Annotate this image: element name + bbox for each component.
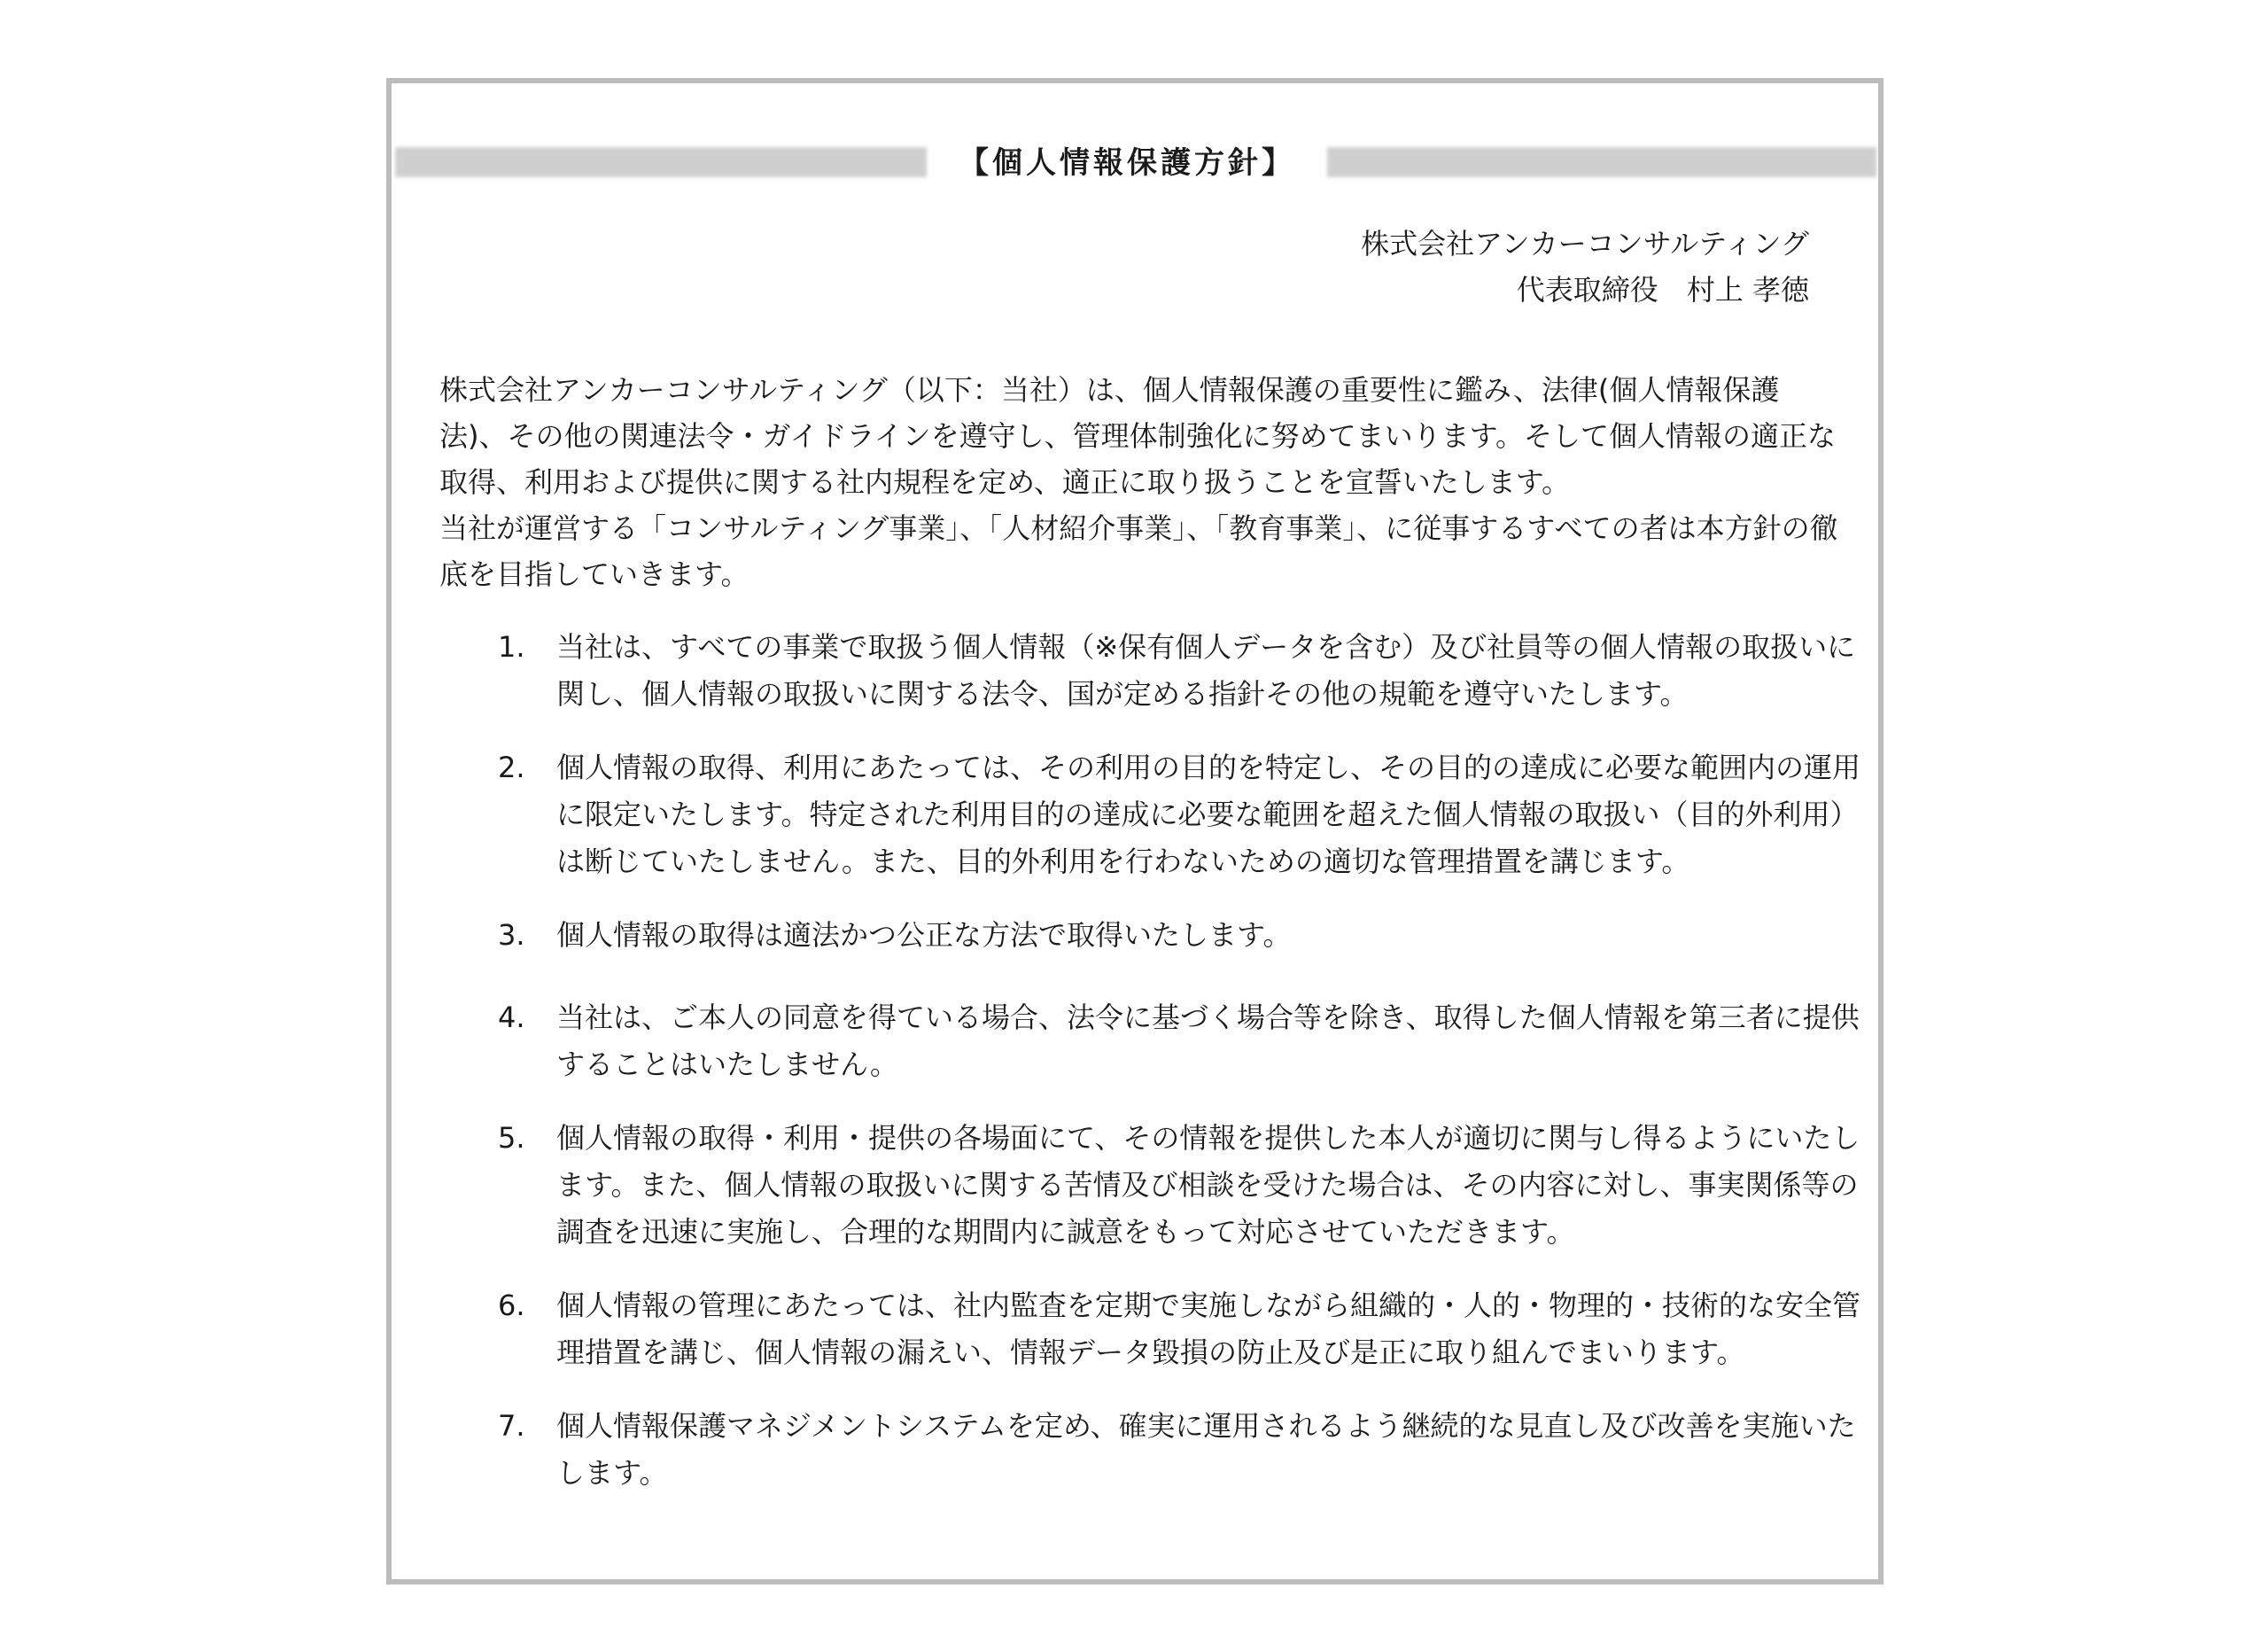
policy-number: 3. (498, 918, 525, 952)
intro-paragraph: 当社が運営する「コンサルティング事業」、「人材紹介事業」、「教育事業」、に従事するすべての者は本方針の徹底を目指していきます。 (439, 511, 1838, 591)
policy-text: 個人情報保護マネジメントシステムを定め、確実に運用されるよう継続的な見直し及び改善を実施いたします。 (556, 1409, 1856, 1490)
policy-item (498, 994, 1862, 1088)
title-bar-right (1327, 147, 1876, 177)
policy-text: 個人情報の管理にあたっては、社内監査を定期で実施しながら組織的・人的・物理的・技術的な安全管理措置を講じ、個人情報の漏えい、情報データ毀損の防止及び是正に取り組んでまいります。 (556, 1289, 1861, 1369)
policy-item (498, 1282, 1862, 1376)
policy-number: 1. (498, 630, 525, 664)
policy-text: 個人情報の取得、利用にあたっては、その利用の目的を特定し、その目的の達成に必要な範囲内の運用に限定いたします。特定された利用目的の達成に必要な範囲を超えた個人情報の取扱い（目的外利用）は断じていたしません。また、目的外利用を行わないための適切な管理措置を講じます。 (556, 751, 1861, 878)
policy-text: 個人情報の取得は適法かつ公正な方法で取得いたします。 (556, 918, 1292, 952)
representative-role: 代表取締役 (1516, 273, 1658, 307)
title-row (392, 136, 1878, 190)
intro-text (439, 367, 1839, 597)
policy-number: 4. (498, 1001, 525, 1034)
title-bar-left (395, 147, 927, 177)
policy-number: 7. (498, 1409, 525, 1443)
company-name: 株式会社アンカーコンサルティング (1361, 227, 1809, 261)
policy-list (498, 624, 1862, 1523)
policy-text: 個人情報の取得・利用・提供の各場面にて、その情報を提供した本人が適切に関与し得るようにいたします。また、個人情報の取扱いに関する苦情及び相談を受けた場合は、その内容に対し、事実関係等の調査を迅速に実施し、合理的な期間内に誠意をもって対応させていただきます。 (556, 1121, 1860, 1249)
policy-item (498, 1115, 1862, 1256)
policy-item (498, 912, 1862, 959)
page-title: 【個人情報保護方針】 (959, 145, 1295, 181)
intro-paragraph: 株式会社アンカーコンサルティング（以下：当社）は、個人情報保護の重要性に鑑み、法律(個人情報保護法)、その他の関連法令・ガイドラインを遵守し、管理体制強化に努めてまいります。そして個人情報の適正な取得、利用および提供に関する社内規程を定め、適正に取り扱うことを宣誓いたします。 (439, 373, 1837, 499)
representative-row (1361, 267, 1809, 313)
policy-item (498, 624, 1862, 718)
policy-text: 当社は、すべての事業で取扱う個人情報（※保有個人データを含む）及び社員等の個人情報の取扱いに関し、個人情報の取扱いに関する法令、国が定める指針その他の規範を遵守いたします。 (556, 630, 1856, 711)
policy-item (498, 744, 1862, 885)
signature-block (1361, 221, 1809, 313)
policy-number: 5. (498, 1121, 525, 1155)
policy-number: 2. (498, 751, 525, 784)
policy-text: 当社は、ご本人の同意を得ている場合、法令に基づく場合等を除き、取得した個人情報を第三者に提供することはいたしません。 (556, 1001, 1860, 1081)
policy-item (498, 1403, 1862, 1497)
representative-name: 村上 孝徳 (1686, 273, 1809, 307)
policy-number: 6. (498, 1289, 525, 1322)
policy-frame (386, 78, 1884, 1585)
